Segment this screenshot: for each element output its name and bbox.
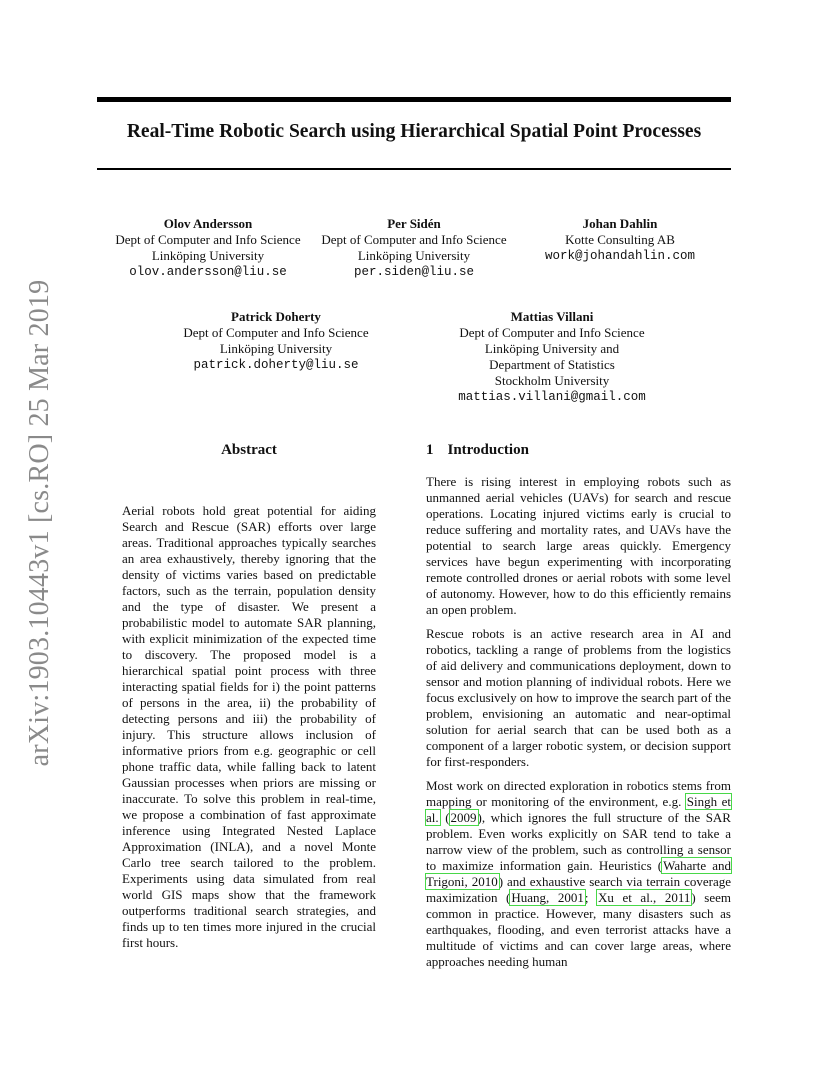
author-affiliation: Linköping University <box>219 341 333 356</box>
intro-body <box>426 474 731 978</box>
author-email[interactable]: per.siden@liu.se <box>353 265 475 279</box>
text-run: Most work on directed exploration in robotics stems from mapping or monitoring of the environment, e.g. <box>426 778 731 809</box>
paper-title: Real-Time Robotic Search using Hierarchical Spatial Point Processes <box>126 121 702 142</box>
author-name: Per Sidén <box>387 216 441 231</box>
text-run: ) seem common in practice. However, many disasters such as earthquakes, flooding, and even terrorist attacks have a multitude of victims and can cover large areas, where approaches needing human <box>426 890 731 969</box>
arxiv-id-text: arXiv:1903.10443v1 [cs.RO] 25 Mar 2019 <box>24 279 55 767</box>
author-name: Johan Dahlin <box>582 216 658 231</box>
title-rule <box>97 168 731 170</box>
intro-paragraph: There is rising interest in employing robots such as unmanned aerial vehicles (UAVs) for search and rescue operations. Locating injured victims early is crucial to reduce suffering and mortality rates, and UAVs have the potential to search large areas quickly. Emergency services have begun experimenting with incorporating remote controlled drones or aerial robots with some level of autonomy. However, how to do this efficiently remains an open problem. <box>426 474 731 617</box>
citation-link[interactable]: Huang, 2001 <box>511 890 584 905</box>
author-email[interactable]: mattias.villani@gmail.com <box>458 390 646 404</box>
citation-link[interactable]: 2009 <box>450 810 477 825</box>
text-run: ( <box>439 810 450 825</box>
author-affiliation: Stockholm University <box>494 373 610 388</box>
author-block <box>170 309 382 373</box>
author-email[interactable]: patrick.doherty@liu.se <box>193 358 359 372</box>
author-affiliation: Linköping University <box>151 248 265 263</box>
author-block <box>106 216 310 280</box>
abstract-heading: Abstract <box>221 442 277 458</box>
author-name: Olov Andersson <box>163 216 253 231</box>
section-title: Introduction <box>447 442 529 458</box>
citation-link[interactable]: Singh et al. <box>426 794 731 825</box>
intro-paragraph <box>426 778 731 970</box>
intro-paragraph: Rescue robots is an active research area in AI and robotics, tackling a range of problems from the logistics of aid delivery and communications deployment, down to sensor and motion planning of individual robots. Here we focus exclusively on how to improve the search part of the problem, envisioning an automatic and near-optimal solution for aerial search that can be used both as a component of a larger robotic system, or decision support for first-responders. <box>426 626 731 769</box>
top-rule <box>97 97 731 102</box>
author-name: Mattias Villani <box>510 309 594 324</box>
author-affiliation: Linköping University <box>357 248 471 263</box>
section-heading <box>426 442 529 459</box>
citation-link[interactable]: Waharte and Trigoni, 2010 <box>426 858 731 889</box>
text-run: ; <box>584 890 598 905</box>
citation-link[interactable]: Xu et al., 2011 <box>598 890 691 905</box>
author-affiliation: Dept of Computer and Info Science <box>115 232 301 247</box>
arxiv-stamp <box>18 279 62 767</box>
section-number: 1 <box>426 442 434 458</box>
text-run: ), which ignores the full structure of the SAR problem. Even works explicitly on SAR tend to take a narrow view of the problem, such as controlling a sensor to maximize information gain. Heuristics ( <box>426 810 731 873</box>
author-affiliation: Kotte Consulting AB <box>565 232 675 247</box>
author-name: Patrick Doherty <box>231 309 321 324</box>
author-block <box>438 309 666 405</box>
author-affiliation: Department of Statistics <box>489 357 615 372</box>
author-affiliation: Dept of Computer and Info Science <box>321 232 507 247</box>
author-affiliation: Dept of Computer and Info Science <box>459 325 645 340</box>
author-affiliation: Dept of Computer and Info Science <box>183 325 369 340</box>
author-block <box>312 216 516 280</box>
author-affiliation: Linköping University and <box>484 341 620 356</box>
author-email[interactable]: olov.andersson@liu.se <box>129 265 287 279</box>
author-email[interactable]: work@johandahlin.com <box>544 249 696 263</box>
author-block <box>518 216 722 264</box>
text-run: ) and exhaustive search via terrain coverage maximization ( <box>426 874 731 905</box>
abstract-text: Aerial robots hold great potential for aiding Search and Rescue (SAR) efforts over large areas. Traditional approaches typically searches an area exhaustively, thereby ignoring that the density of victims varies based on predictable factors, such as the terrain, population density and the type of disaster. We present a probabilistic model to automate SAR planning, with explicit minimization of the expected time to discovery. The proposed model is a hierarchical spatial point process with three interacting spatial fields for i) the point patterns of persons in the area, ii) the probability of detecting persons and iii) the probability of injury. This structure allows inclusion of informative priors from e.g. geographic or cell phone traffic data, while falling back to latent Gaussian processes when priors are missing or inaccurate. To solve this problem in real-time, we propose a combination of fast approximate inference using Integrated Nested Laplace Approximation (INLA), and a novel Monte Carlo tree search tailored to the problem. Experiments using data simulated from real world GIS maps show that the framework outperforms traditional search strategies, and finds up to ten times more injured in the crucial first hours. <box>122 503 376 950</box>
